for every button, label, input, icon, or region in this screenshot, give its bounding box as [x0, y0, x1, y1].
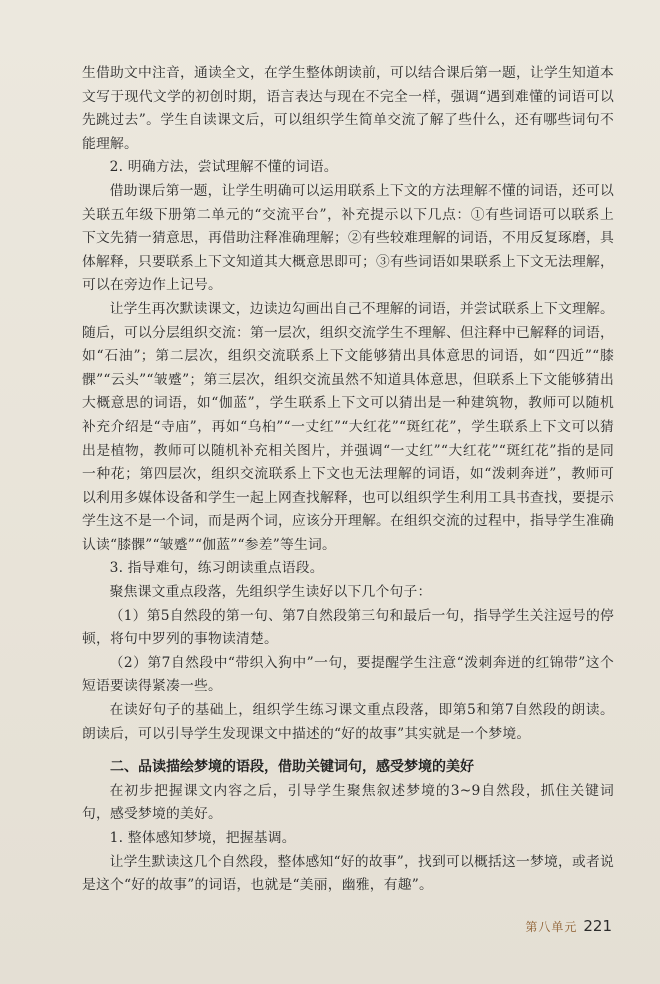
footer-unit-label: 第八单元: [525, 920, 578, 934]
step-1-heading: 1. 整体感知梦境，把握基调。: [109, 830, 296, 846]
paragraph-section-two-intro: 在初步把握课文内容之后，引导学生聚焦叙述梦境的3~9自然段，抓住关键词句，感受梦境的美好。: [82, 782, 614, 823]
paragraph-intro-continued: 生借助文中注音，通读全文，在学生整体朗读前，可以结合课后第一题，让学生知道本文写于现代文学的初创时期，语言表达与现在不完全一样，强调“遇到难懂的词语可以先跳过去”。学生自读课文后，可以组织学生简单交流了解了些什么，还有哪些词句不能理解。: [82, 65, 614, 152]
section-two-heading: 二、品读描绘梦境的语段，借助关键词句，感受梦境的美好: [110, 759, 474, 776]
section-gap: [82, 746, 614, 756]
step-2-heading: 2. 明确方法，尝试理解不懂的词语。: [109, 159, 338, 176]
paragraph-reading-practice: 在读好句子的基础上，组织学生练习课文重点段落，即第5和第7自然段的朗读。朗读后，可以引导学生发现课文中描述的“好的故事”其实就是一个梦境。: [82, 702, 614, 742]
page-footer: [525, 917, 612, 935]
paragraph-dream-perception: 让学生默读这几个自然段，整体感知“好的故事”，找到可以概括这一梦境，或者说是这个“好的故事”的词语，也就是“美丽，幽雅，有趣”。: [82, 853, 614, 894]
sentence-item-1: （1）第5自然段的第一句、第7自然段第三句和最后一句，指导学生关注逗号的停顿，将句中罗列的事物读清楚。: [82, 607, 614, 648]
step-3-heading: 3. 指导难句，练习朗读重点语段。: [109, 560, 324, 577]
page-number: 221: [583, 917, 612, 935]
sentence-item-2: （2）第7自然段中“带织入狗中”一句，要提醒学生注意“泼刺奔迸的红锦带”这个短语要读得紧凑一些。: [82, 654, 614, 695]
paragraph-focus-sentences: 聚焦课文重点段落，先组织学生读好以下几个句子：: [109, 584, 432, 601]
paragraph-layered-exchange: 让学生再次默读课文，边读边勾画出自己不理解的词语，并尝试联系上下文理解。随后，可以分层组织交流：第一层次，组织交流学生不理解、但注释中已解释的词语，如“石油”；第二层次，组织交流联系上下文能够猜出具体意思的词语，如“四近”“膝髁”“云头”“皱蹙”；第三层次，组织交流虽然不知道具体意思，但联系上下文能够猜出大概意思的词语，如“伽蓝”，学生联系上下文可以猜出是一种建筑物，教师可以随机补充介绍是“寺庙”，再如“乌桕”“一丈红”“大红花”“斑红花”，学生联系上下文可以猜出是植物，教师可以随机补充相关图片，并强调“一丈红”“大红花”“斑红花”指的是同一种花；第四层次，组织交流联系上下文也无法理解的词语，如“泼刺奔迸”，教师可以利用多媒体设备和学生一起上网查找解释，也可以组织学生利用工具书查找，要提示学生这不是一个词，而是两个词，应该分开理解。在组织交流的过程中，指导学生准确认读“膝髁”“皱蹙”“伽蓝”“参差”等生词。: [82, 300, 614, 553]
paragraph-method-tips: 借助课后第一题，让学生明确可以运用联系上下文的方法理解不懂的词语，还可以关联五年级下册第二单元的“交流平台”，补充提示以下几点：①有些词语可以联系上下文先猜一猜意思，再借助注释准确理解；②有些较难理解的词语，不用反复琢磨，具体解释，只要联系上下文知道其大概意思即可；③有些词语如果联系上下文无法理解，可以在旁边作上记号。: [82, 182, 614, 294]
